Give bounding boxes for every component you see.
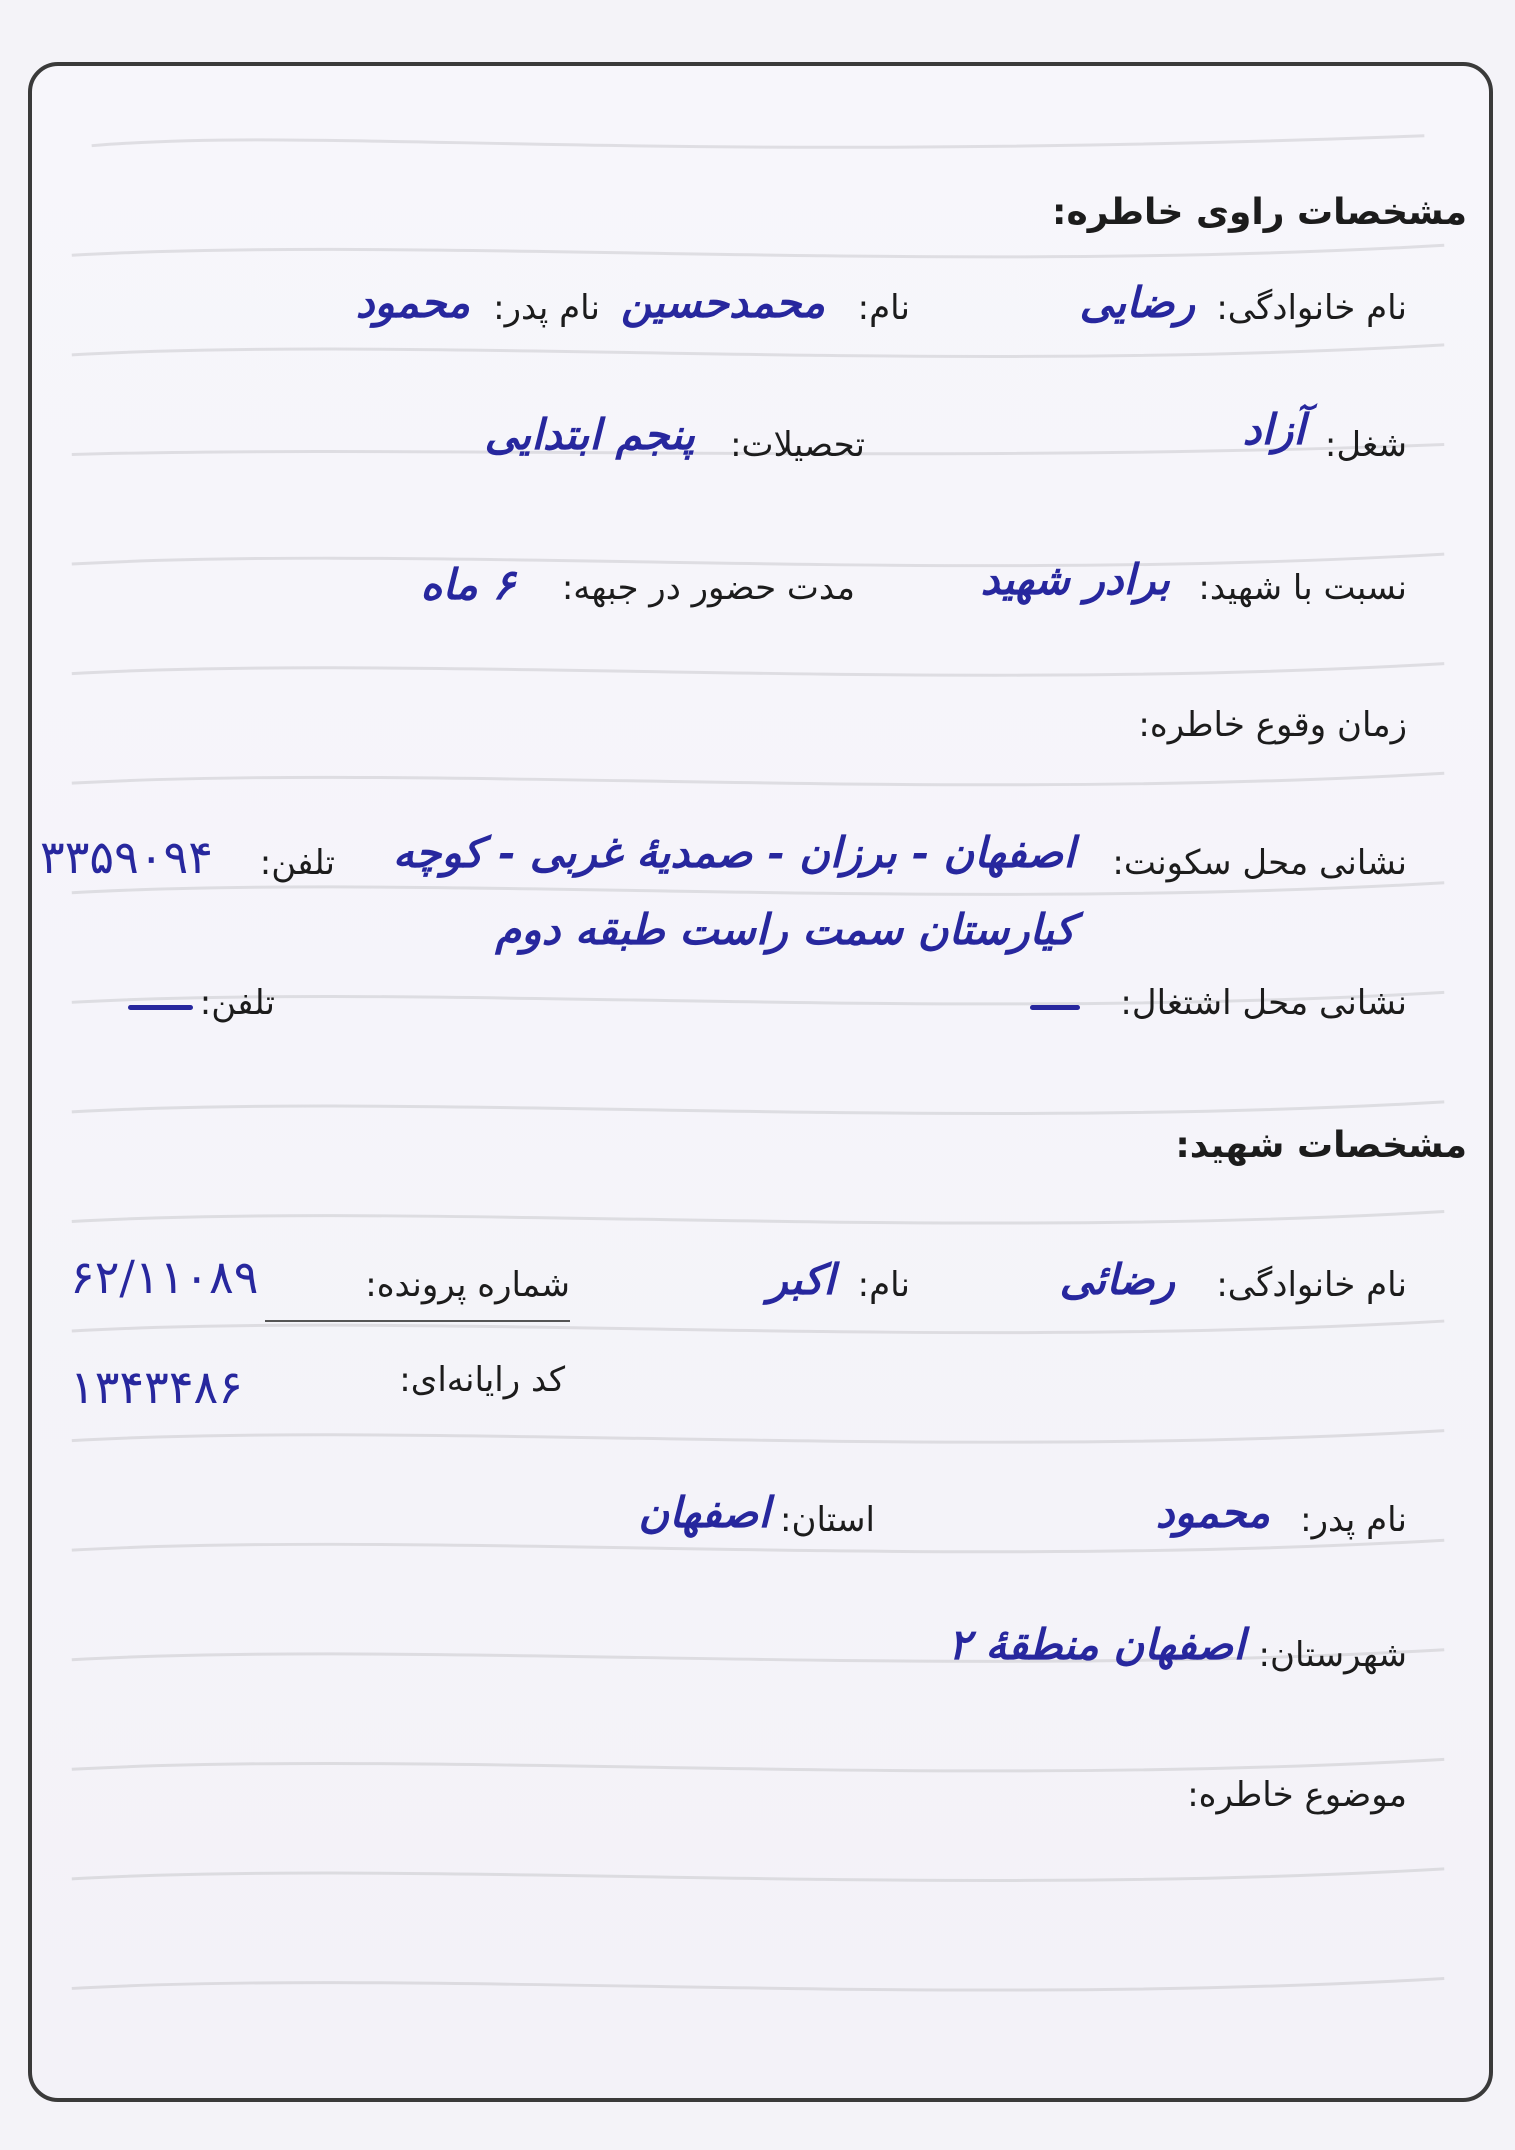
narrator-father-value: محمود [355, 278, 470, 327]
narrator-family-label: نام خانوادگی: [1216, 288, 1407, 328]
narrator-front-value: ۶ ماه [420, 560, 515, 609]
narrator-relation-value: برادر شهید [980, 555, 1170, 604]
martyr-file-underline [265, 1320, 570, 1322]
narrator-name-value: محمدحسین [620, 278, 825, 327]
narrator-education-label: تحصیلات: [730, 425, 865, 465]
martyr-father-label: نام پدر: [1300, 1500, 1407, 1540]
martyr-name-label: نام: [857, 1265, 910, 1305]
narrator-father-label: نام پدر: [493, 288, 600, 328]
narrator-phone-label: تلفن: [259, 843, 335, 883]
narrator-address-value-line2: کیارستان سمت راست طبقه دوم [495, 905, 1075, 954]
narrator-front-label: مدت حضور در جبهه: [561, 568, 855, 608]
narrator-phone-value: ۳۳۵۹۰۹۴ [40, 830, 213, 884]
narrator-work-phone-label: تلفن: [199, 983, 275, 1023]
martyr-province-label: استان: [780, 1500, 875, 1540]
martyr-province-value: اصفهان [638, 1488, 770, 1537]
narrator-job-value: آزاد [1242, 405, 1305, 454]
narrator-relation-label: نسبت با شهید: [1198, 568, 1407, 608]
narrator-work-address-label: نشانی محل اشتغال: [1120, 983, 1407, 1023]
martyr-family-value: رضائی [1059, 1255, 1175, 1304]
martyr-family-label: نام خانوادگی: [1216, 1265, 1407, 1305]
narrator-work-address-dash [1030, 1005, 1080, 1010]
martyr-code-value: ۱۳۴۳۴۸۶ [70, 1360, 243, 1414]
martyr-city-label: شهرستان: [1258, 1635, 1407, 1675]
martyr-city-value: اصفهان منطقهٔ ۲ [948, 1620, 1245, 1669]
narrator-time-label: زمان وقوع خاطره: [1138, 705, 1407, 745]
narrator-education-value: پنجم ابتدایی [484, 410, 695, 459]
narrator-family-value: رضایی [1079, 278, 1195, 327]
narrator-work-phone-dash [128, 1005, 193, 1010]
martyr-name-value: اکبر [767, 1255, 835, 1304]
narrator-address-label: نشانی محل سکونت: [1112, 843, 1407, 883]
martyr-father-value: محمود [1155, 1488, 1270, 1537]
martyr-file-label: شماره پرونده: [365, 1265, 570, 1305]
narrator-job-label: شغل: [1324, 425, 1407, 465]
narrator-heading: مشخصات راوی خاطره: [1052, 192, 1467, 233]
martyr-file-value: ۶۲/۱۱۰۸۹ [70, 1250, 259, 1304]
martyr-heading: مشخصات شهید: [1175, 1125, 1467, 1166]
martyr-code-label: کد رایانه‌ای: [399, 1360, 565, 1400]
narrator-name-label: نام: [857, 288, 910, 328]
martyr-topic-label: موضوع خاطره: [1187, 1775, 1407, 1815]
narrator-address-value: اصفهان - برزان - صمدیهٔ غربی - کوچه [392, 828, 1075, 877]
